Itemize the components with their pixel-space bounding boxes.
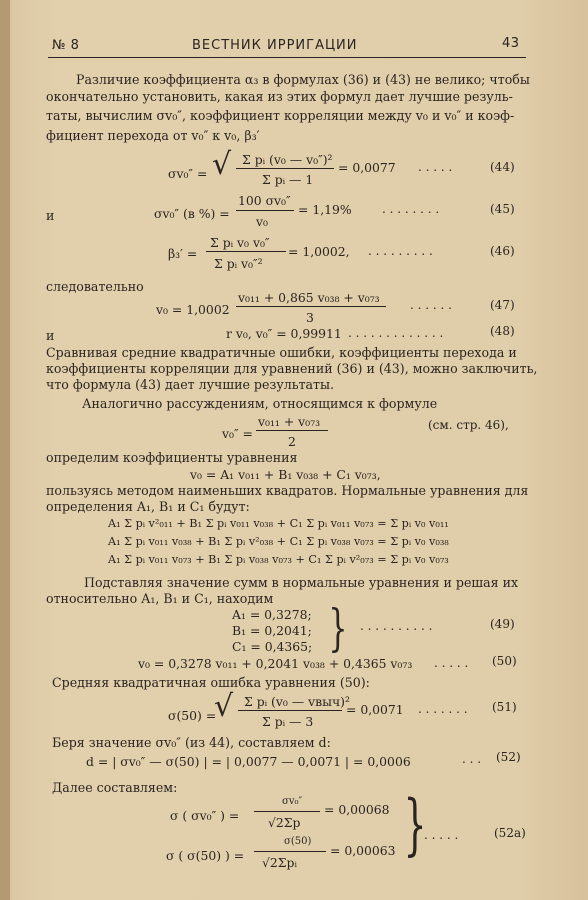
eq44-tag: (44) — [490, 160, 515, 174]
eq46-rhs: = 1,0002, — [288, 244, 350, 259]
binding-edge — [0, 0, 10, 900]
eq45-rhs: = 1,19% — [298, 202, 352, 217]
eq45-tag: (45) — [490, 202, 515, 216]
following-word: следовательно — [46, 279, 144, 294]
eq45-den: v₀ — [256, 214, 268, 229]
eq49-c: C₁ = 0,4365; — [232, 639, 313, 654]
eq52a-rhs-2: = 0,00063 — [330, 843, 396, 858]
eq52a-bar-2 — [254, 851, 326, 852]
eq51-den: Σ pᵢ — 3 — [262, 714, 314, 729]
eq47-tag: (47) — [490, 298, 515, 312]
eq52a-rhs-1: = 0,00068 — [324, 802, 390, 817]
eq47-num: v₀₁₁ + 0,865 v₀₃₈ + v₀₇₃ — [238, 290, 380, 305]
page-number: 43 — [502, 36, 520, 51]
para9: Далее составляем: — [52, 780, 178, 795]
para6-line-1: Подставляя значение сумм в нормальные уравнения и решая их — [84, 575, 519, 590]
eq46-dots: . . . . . . . . . — [368, 244, 433, 258]
para4: определим коэффициенты уравнения — [46, 450, 298, 465]
eq44-dots: . . . . . — [418, 160, 453, 174]
para2-line-1: Сравнивая средние квадратичные ошибки, коэффициенты перехода и — [46, 345, 517, 360]
eqsee-bar — [256, 430, 328, 431]
eq50-body: v₀ = 0,3278 v₀₁₁ + 0,2041 v₀₃₈ + 0,4365 v₀₇₃ — [138, 656, 413, 671]
eqsee-lhs: v₀″ = — [222, 426, 253, 441]
eq46-tag: (46) — [490, 244, 515, 258]
eq49-b: B₁ = 0,2041; — [232, 623, 312, 638]
sqrt-icon: √ — [212, 147, 232, 182]
eq52a-dots: . . . . . — [424, 828, 459, 842]
eq51-lhs: σ(50) = — [168, 708, 217, 723]
right-brace-icon: } — [328, 599, 348, 657]
journal-title: ВЕСТНИК ИРРИГАЦИИ — [192, 38, 358, 53]
normal-equation-1: A₁ Σ pᵢ v²₀₁₁ + B₁ Σ pᵢ v₀₁₁ v₀₃₈ + C₁ Σ pᵢ v₀₁₁ v₀₇₃ = Σ pᵢ v₀ v₀₁₁ — [108, 517, 449, 530]
eq48-dots: . . . . . . . . . . . . . — [348, 326, 444, 340]
eq51-bar — [238, 710, 342, 711]
para2-line-2: коэффициенты корреляции для уравнений (36) и (43), можно заключить, — [46, 361, 538, 376]
eq49-dots: . . . . . . . . . . — [360, 619, 433, 633]
eq48-tag: (48) — [490, 324, 515, 338]
eqsee-den: 2 — [288, 434, 296, 449]
eq45-lhs: σv₀″ (в %) = — [154, 206, 230, 221]
eq51-num: Σ pᵢ (v₀ — vвыч)² — [244, 694, 350, 709]
eq45-num: 100 σv₀″ — [238, 193, 291, 208]
para3: Аналогично рассуждениям, относящимся к формуле — [82, 396, 438, 411]
eq52a-den-1: √2Σp — [268, 815, 301, 830]
para6-line-2: относительно A₁, B₁ и C₁, находим — [46, 591, 274, 606]
eq52a-num-2: σ(50) — [284, 836, 312, 847]
eq52-body: d = | σv₀″ — σ(50) | = | 0,0077 — 0,0071 | = 0,0006 — [86, 754, 411, 769]
eq51-tag: (51) — [492, 700, 517, 714]
eq46-num: Σ pᵢ v₀ v₀″ — [210, 235, 270, 250]
eq52a-tag: (52a) — [494, 826, 526, 840]
eq45-and: и — [46, 208, 55, 223]
eq45-dots: . . . . . . . . — [382, 202, 440, 216]
eq47-bar — [236, 306, 386, 307]
eq52a-num-1: σv₀″ — [282, 796, 303, 807]
eqsee-num: v₀₁₁ + v₀₇₃ — [258, 414, 321, 429]
sqrt-icon: √ — [214, 689, 234, 724]
eq52a-den-2: √2Σpᵢ — [262, 855, 297, 870]
intro-line-1: Различие коэффициента α₃ в формулах (36) и (43) не велико; чтобы — [76, 72, 530, 87]
intro-line-4: фициент перехода от v₀″ к v₀, β₃′ — [46, 128, 260, 143]
para2-line-3: что формула (43) дает лучшие результаты. — [46, 377, 335, 392]
intro-line-2: окончательно установить, какая из этих формул дает лучшие резуль- — [46, 89, 513, 104]
eq51-dots: . . . . . . . — [418, 702, 468, 716]
eq50-dots: . . . . . — [434, 656, 469, 670]
eq48-body: r v₀, v₀″ = 0,99911 — [226, 326, 342, 341]
eq46-bar — [206, 251, 286, 252]
eq52a-lhs-1: σ ( σv₀″ ) = — [170, 808, 240, 823]
eq48-and: и — [46, 328, 55, 343]
eq44-num: Σ pᵢ (v₀ — v₀″)² — [242, 152, 333, 167]
eq51-rhs: = 0,0071 — [346, 702, 404, 717]
eq49-tag: (49) — [490, 617, 515, 631]
eq50-tag: (50) — [492, 654, 517, 668]
eq46-den: Σ pᵢ v₀″² — [214, 256, 263, 271]
eq52-dots: . . . — [462, 752, 482, 766]
eq52a-lhs-2: σ ( σ(50) ) = — [166, 848, 245, 863]
eq46-lhs: β₃′ = — [168, 246, 198, 261]
eqsee-ref: (см. стр. 46), — [428, 418, 509, 432]
para5-line-1: пользуясь методом наименьших квадратов. Нормальные уравнения для — [46, 483, 529, 498]
para5-line-2: определения A₁, B₁ и C₁ будут: — [46, 499, 250, 514]
eq45-bar — [236, 210, 294, 211]
eq47-lhs: v₀ = 1,0002 — [156, 302, 230, 317]
para8: Беря значение σv₀″ (из 44), составляем d: — [52, 735, 331, 750]
para7: Средняя квадратичная ошибка уравнения (50): — [52, 675, 370, 690]
eq52a-bar-1 — [254, 811, 320, 812]
eq52-tag: (52) — [496, 750, 521, 764]
header-rule — [48, 57, 526, 58]
eq44-bar — [236, 168, 334, 169]
normal-equation-3: A₁ Σ pᵢ v₀₁₁ v₀₇₃ + B₁ Σ pᵢ v₀₃₈ v₀₇₃ + C₁ Σ pᵢ v²₀₇₃ = Σ pᵢ v₀ v₀₇₃ — [108, 553, 449, 566]
eq44-den: Σ pᵢ — 1 — [262, 172, 314, 187]
eq47-dots: . . . . . . — [410, 298, 452, 312]
right-brace-icon: } — [403, 786, 427, 863]
normal-equation-2: A₁ Σ pᵢ v₀₁₁ v₀₃₈ + B₁ Σ pᵢ v²₀₃₈ + C₁ Σ pᵢ v₀₃₈ v₀₇₃ = Σ pᵢ v₀ v₀₃₈ — [108, 535, 449, 548]
eq49-a: A₁ = 0,3278; — [232, 607, 312, 622]
eq47-den: 3 — [306, 310, 314, 325]
eq44-lhs: σv₀″ = — [168, 166, 208, 181]
intro-line-3: таты, вычислим σv₀″, коэффициент корреляции между v₀ и v₀″ и коэф- — [46, 108, 515, 123]
eq44-rhs: = 0,0077 — [338, 160, 396, 175]
regression-equation: v₀ = A₁ v₀₁₁ + B₁ v₀₃₈ + C₁ v₀₇₃, — [190, 467, 381, 482]
issue-number: № 8 — [52, 38, 80, 53]
